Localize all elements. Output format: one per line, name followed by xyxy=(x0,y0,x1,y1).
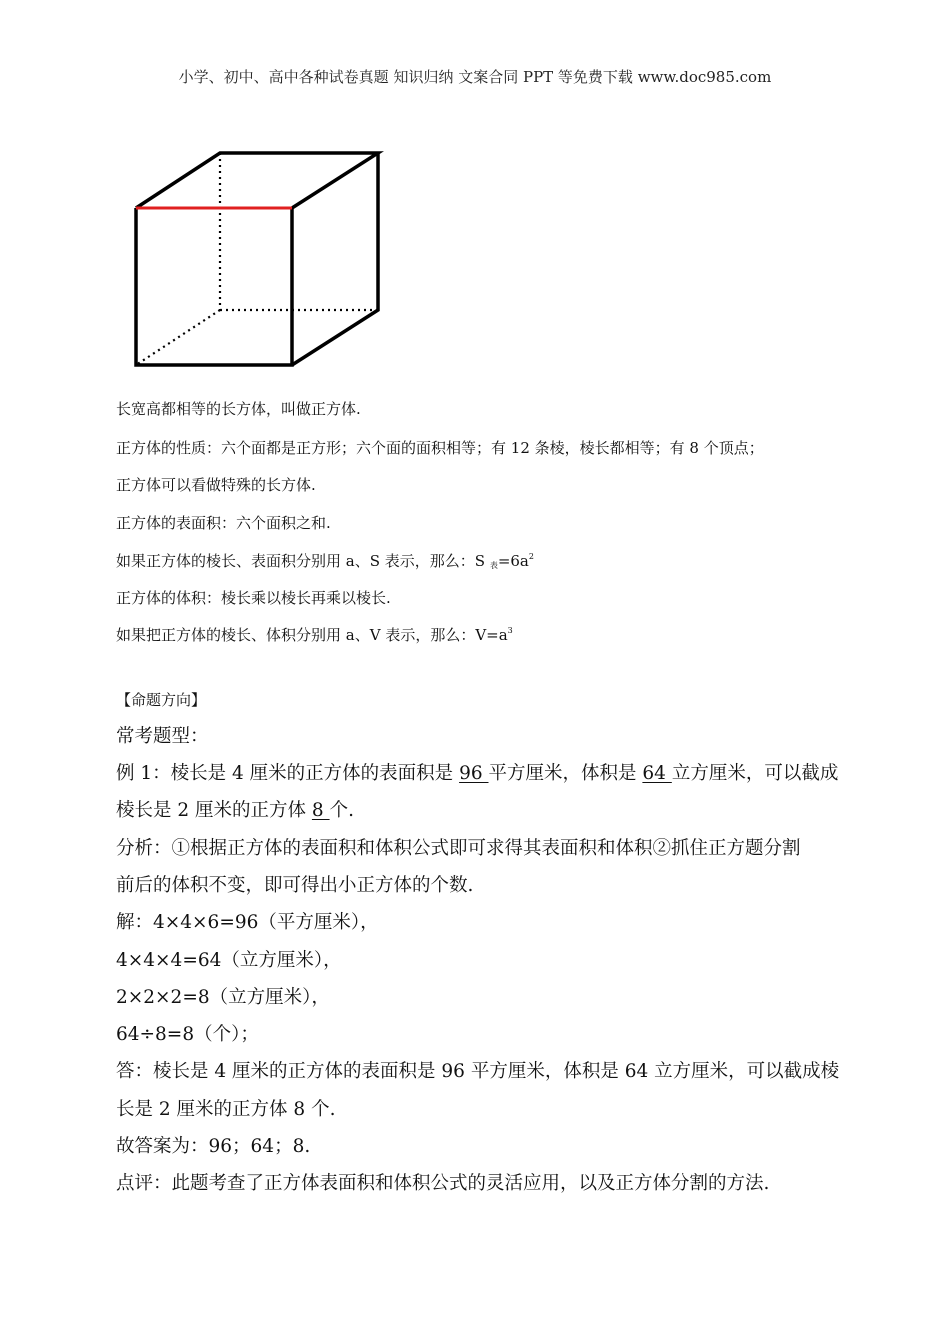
answer-line-1: 答：棱长是 4 厘米的正方体的表面积是 96 平方厘米，体积是 64 立方厘米，可以截成棱 xyxy=(116,1061,840,1082)
analysis-line-2: 前后的体积不变，即可得出小正方体的个数. xyxy=(116,875,474,896)
text-special-case: 正方体可以看做特殊的长方体. xyxy=(116,476,316,494)
formula-text: 如果正方体的棱长、表面积分别用 a、S 表示，那么：S xyxy=(116,552,490,570)
solution-line-2: 4×4×4=64（立方厘米）， xyxy=(116,950,342,971)
section-subtitle: 常考题型： xyxy=(116,726,209,747)
top-face-edges xyxy=(136,153,378,208)
formula-text: =6a xyxy=(497,552,529,570)
text-properties: 正方体的性质：六个面都是正方形；六个面的面积相等；有 12 条棱，棱长都相等；有 8 个顶点； xyxy=(116,439,764,457)
cube-visible-edges xyxy=(136,153,378,365)
page-header: 小学、初中、高中各种试卷真题 知识归纳 文案合同 PPT 等免费下载 www.doc985.com xyxy=(178,68,772,86)
example-line-1 xyxy=(116,759,838,785)
text-surface-formula xyxy=(116,550,534,571)
formula-superscript: 2 xyxy=(528,552,534,561)
example-line-2 xyxy=(116,796,354,822)
formula-superscript: 3 xyxy=(507,626,513,635)
answer-surface-area: 96 xyxy=(459,763,489,784)
text-volume: 正方体的体积：棱长乘以棱长再乘以棱长. xyxy=(116,589,391,607)
formula-subscript: 表 xyxy=(489,561,498,570)
right-face-edges xyxy=(292,153,378,365)
analysis-line-1: 分析：①根据正方体的表面积和体积公式即可求得其表面积和体积②抓住正方题分割 xyxy=(116,838,801,859)
formula-text: 如果把正方体的棱长、体积分别用 a、V 表示，那么：V=a xyxy=(116,626,508,644)
example-text: 平方厘米，体积是 xyxy=(488,763,643,784)
example-text: 个. xyxy=(329,800,354,821)
front-face-edges xyxy=(136,208,292,365)
example-text: 例 1：棱长是 4 厘米的正方体的表面积是 xyxy=(116,763,460,784)
text-surface-area: 正方体的表面积：六个面积之和. xyxy=(116,514,331,532)
cube-figure xyxy=(128,146,388,376)
section-title: 【命题方向】 xyxy=(116,691,207,709)
answer-line-2: 长是 2 厘米的正方体 8 个. xyxy=(116,1099,336,1120)
solution-line-3: 2×2×2=8（立方厘米）， xyxy=(116,987,330,1008)
example-text: 立方厘米，可以截成 xyxy=(671,763,839,784)
text-volume-formula xyxy=(116,624,513,645)
answer-volume: 64 xyxy=(642,763,672,784)
solution-line-1: 解：4×4×6=96（平方厘米）， xyxy=(116,912,379,933)
example-text: 棱长是 2 厘米的正方体 xyxy=(116,800,312,821)
text-definition: 长宽高都相等的长方体，叫做正方体. xyxy=(116,400,361,418)
final-answer: 故答案为：96；64；8. xyxy=(116,1136,311,1157)
solution-line-4: 64÷8=8（个）； xyxy=(116,1024,259,1045)
comment: 点评：此题考查了正方体表面积和体积公式的灵活应用，以及正方体分割的方法. xyxy=(116,1173,770,1194)
answer-count: 8 xyxy=(311,800,330,821)
hidden-edge-depth xyxy=(136,310,220,365)
